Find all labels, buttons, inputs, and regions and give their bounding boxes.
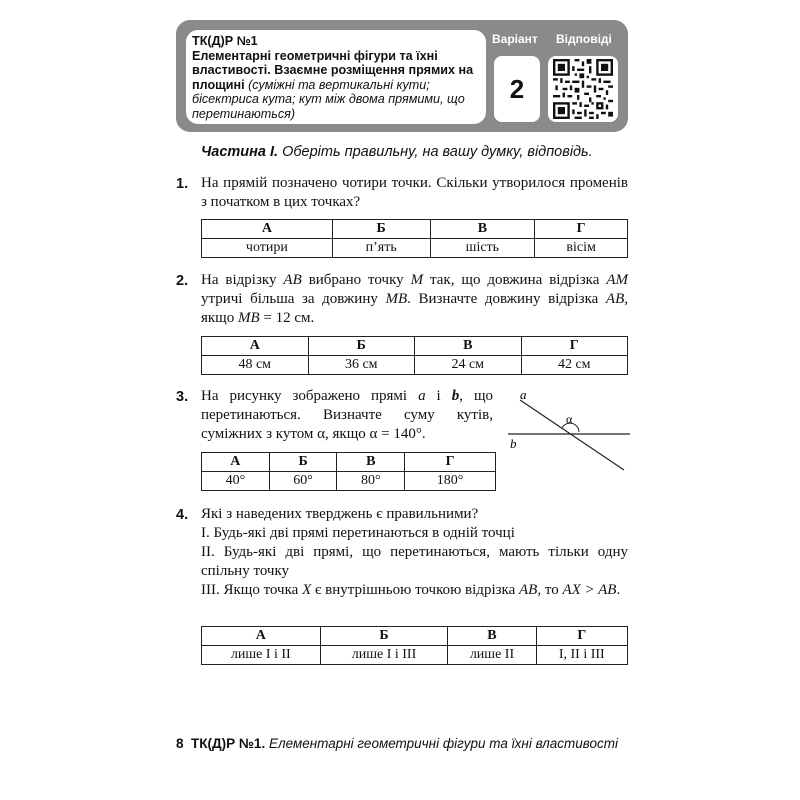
option-letter-b: Б	[269, 453, 337, 472]
angle-label: α	[566, 412, 573, 426]
test-code: ТК(Д)Р №1	[192, 34, 258, 48]
answer-option[interactable]: 36 см	[308, 356, 415, 375]
option-letter-b: Б	[308, 337, 415, 356]
test-subtitle: (суміжні та вертикальні кути; бісектриса кута; кут між двома прямими, що перетинаються)	[192, 77, 465, 121]
option-letter-b: Б	[320, 627, 448, 646]
page-number: 8	[176, 736, 184, 751]
answer-option[interactable]: 180°	[405, 472, 496, 491]
test-title-box	[186, 30, 486, 124]
option-letter-a: А	[202, 453, 270, 472]
question-1-text: На прямій позначено чотири точки. Скільки утворилося променів з початком в цих точках?	[201, 175, 628, 210]
answer-option[interactable]: 40°	[202, 472, 270, 491]
question-2-text: На відрізку AB вибрано точку M так, що довжина відрізка AM утричі більша за довжину MB. Визначте довжину відрізка AB, якщо MB = 12 см.	[201, 272, 628, 326]
variant-number: 2	[494, 56, 540, 122]
answers-label: Відповіді	[556, 32, 612, 46]
line-a	[520, 400, 624, 470]
option-letter-g: Г	[405, 453, 496, 472]
question-1-number: 1.	[176, 176, 189, 192]
part-instruction	[201, 144, 593, 160]
answer-option[interactable]: чотири	[202, 239, 333, 258]
question-4-text	[201, 505, 628, 600]
option-letter-a: А	[202, 220, 333, 239]
option-letter-v: В	[448, 627, 536, 646]
answer-option[interactable]: шість	[430, 239, 535, 258]
option-letter-b: Б	[332, 220, 430, 239]
part-label: Частина І.	[201, 144, 279, 160]
question-3-answers	[201, 452, 496, 491]
option-letter-g: Г	[536, 627, 627, 646]
part-text: Оберіть правильну, на вашу думку, відповідь.	[282, 144, 593, 160]
answer-option[interactable]: 80°	[337, 472, 405, 491]
option-letter-g: Г	[521, 337, 628, 356]
option-letter-v: В	[415, 337, 522, 356]
statement-3: ІІІ. Якщо точка X є внутрішньою точкою відрізка AB, то AX > AB.	[201, 582, 621, 598]
answer-option[interactable]: 24 см	[415, 356, 522, 375]
question-2-answers	[201, 336, 628, 375]
header-panel	[176, 20, 628, 132]
option-letter-v: В	[430, 220, 535, 239]
answer-option[interactable]: 60°	[269, 472, 337, 491]
question-3-text: На рисунку зображено прямі a і b, що перетинаються. Визначте суму кутів, суміжних з кутом α, якщо α = 140°.	[201, 388, 493, 442]
statement-1: І. Будь-які дві прямі перетинаються в одній точці	[201, 525, 515, 541]
answer-option[interactable]: 48 см	[202, 356, 309, 375]
line-a-label: a	[520, 387, 527, 402]
answer-option[interactable]: 42 см	[521, 356, 628, 375]
answers-qr-code[interactable]	[548, 56, 618, 122]
answer-option[interactable]: вісім	[535, 239, 628, 258]
option-letter-a: А	[202, 627, 321, 646]
question-2-number: 2.	[176, 273, 189, 289]
answer-option[interactable]: лише І і ІІІ	[320, 646, 448, 665]
footer-title: Елементарні геометричні фігури та їхні властивості	[268, 736, 619, 751]
question-3-number: 3.	[176, 389, 189, 405]
page-footer	[176, 736, 618, 751]
answer-option[interactable]: лише ІІ	[448, 646, 536, 665]
option-letter-g: Г	[535, 220, 628, 239]
question-1-answers	[201, 219, 628, 258]
test-title: Елементарні геометричні фігури та їхні властивості. Взаємне розміщення прямих на площині	[192, 48, 474, 92]
answer-option[interactable]: п’ять	[332, 239, 430, 258]
option-letter-v: В	[337, 453, 405, 472]
answer-option[interactable]: І, ІІ і ІІІ	[536, 646, 627, 665]
intersecting-lines-figure	[500, 386, 632, 478]
question-4-prompt: Які з наведених тверджень є правильними?	[201, 506, 479, 522]
variant-label: Варіант	[492, 32, 538, 46]
answer-option[interactable]: лише І і ІІ	[202, 646, 321, 665]
footer-code: ТК(Д)Р №1.	[191, 736, 266, 751]
statement-2: ІІ. Будь-які дві прямі, що перетинаються, мають тільки одну спільну точку	[201, 544, 628, 579]
option-letter-a: А	[202, 337, 309, 356]
qr-code-icon	[553, 59, 613, 119]
question-4-number: 4.	[176, 507, 189, 523]
line-b-label: b	[510, 436, 517, 451]
question-4-answers	[201, 626, 628, 665]
